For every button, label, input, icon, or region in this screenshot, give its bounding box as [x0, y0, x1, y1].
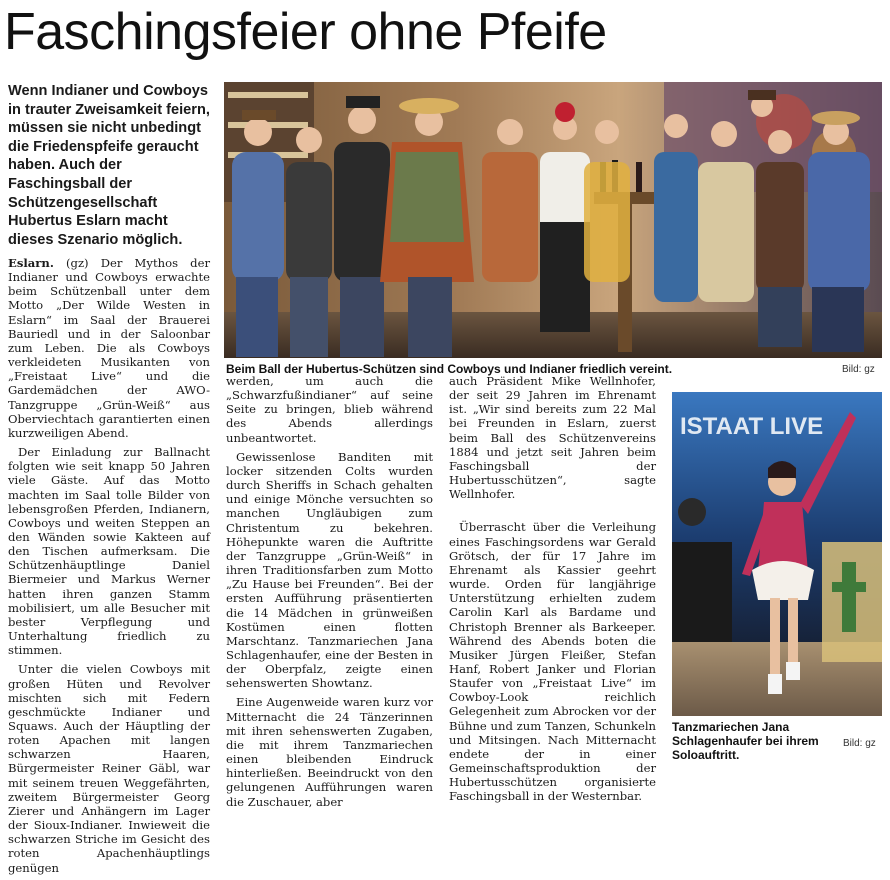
paragraph: Gewissenlose Banditen mit locker sitzenden Colts wurden durch Sheriffs in Schach gehalten und einige Mönche versuchten so manchen Ungläubigen zum Christentum zu bekehren. Höhepunkte waren die Auftritte der Tanzgruppe „Grün-Weiß“ in ihren Traditionsfarben zum Motto „Zu Hause bei Freunden“. Bei der ersten Aufführung präsentierten die 14 Mädchen in grünweißen Kostümen einen flotten Marschtanz. Tanzmariechen Jana Schlagenhaufer, eine der Besten in der Oberpfalz, zeigte einen sehenswerten Showtanz. — [226, 449, 433, 691]
paragraph: Überrascht über die Verleihung eines Faschingsordens war Gerald Grötsch, der für 17 Jahre im Ehrenamt als Kassier geehrt wurde. Orden für langjährige Unterstützung erhielten zudem Carolin Karl als Bardame und Christoph Brenner als Barkeeper. Während des Abends boten die Musiker Jürgen Fleißer, Stefan Hanf, Robert Janker und Florian Staufer von „Freistaat Live“ im Cowboy-Look reichlich Gelegenheit zum Abrocken vor der Bühne und zum Tanzen, Schunkeln und Mitsingen. Nach Mitternacht endete der in einer Gemeinschaftsproduktion der Hubertusschützen organisierte Faschingsball in der Westernbar. — [449, 520, 656, 804]
paragraph: Eslarn. (gz) Der Mythos der Indianer und Cowboys erwachte beim Schützenball unter dem Motto „Der Wilde Westen in Eslarn“ im Saal der Brauerei Bauriedl und in der Saloonbar zum Leben. Die als Cowboys verkleideten Musikanten von „Freistaat Live“ und die Gardemädchen der AWO-Tanzgruppe „Grün-Weiß“ aus Oberviechtach garantierten einen kurzweiligen Abend. — [8, 256, 210, 440]
paragraph: Unter die vielen Cowboys mit großen Hüten und Revolver mischten sich mit Federn geschmückte Indianer und Squaws. Auch der Häuptling der roten Apachen mit langen schwarzen Haaren, Bürgermeister Reiner Gäbl, war mit seinem treuen Weggefährten, zweitem Bürgermeister Georg Zierer und Anhängern im Lager der Sioux-Indianer. Inwieweit die schwarzen Striche im Gesicht des roten Apachenhäuptlings genügen — [8, 662, 210, 875]
paragraph: auch Präsident Mike Wellnhofer, der seit 29 Jahren im Ehrenamt ist. „Wir sind bereits zum 22 Mal bei Freunden in Eslarn, zuerst beim Ball des Schützenvereins 1884 und jetzt seit Jahren beim Faschingsball der Hubertusschützen“, sagte Wellnhofer. — [449, 374, 656, 502]
article-column-3 — [449, 374, 656, 809]
article-column-2 — [226, 374, 433, 814]
photo-main-caption: Beim Ball der Hubertus-Schützen sind Cowboys und Indianer friedlich vereint. — [226, 362, 673, 376]
paragraph: Der Einladung zur Ballnacht folgten wie seit knapp 50 Jahren viele Gäste. Auf das Motto machten im Saal tolle Bilder von lebensgroßen Pferden, Indianern, Cowboys und weiten Steppen an den Wänden sowie Kakteen auf den Tischen aufmerksam. Die Schützenhäuptlinge Daniel Biermeier und Markus Werner hatten ihren ganzen Stamm mobilisiert, um alle Besucher mit bester Verpflegung und Unterhaltung friedlich zu stimmen. — [8, 445, 210, 658]
paragraph: Eine Augenweide waren kurz vor Mitternacht die 24 Tänzerinnen mit ihren sehenswerten Zugaben, die mit ihrem Tanzmariechen einen bleibenden Eindruck hinterließen. Beeindruckt von den gelungenen Aufführungen waren die Zuschauer, aber — [226, 695, 433, 809]
photo-side-caption: Tanzmariechen Jana Schlagenhaufer bei ihrem Soloauftritt. — [672, 720, 819, 762]
paragraph: werden, um auch die „Schwarzfußindianer“ auf seine Seite zu bringen, blieb während des Abends allerdings unbeantwortet. — [226, 374, 433, 445]
photo-main-credit: Bild: gz — [842, 364, 875, 375]
dancer-photo — [672, 392, 882, 716]
headline: Faschingsfeier ohne Pfeife — [4, 3, 607, 61]
stage-banner-text: ISTAAT LIVE — [680, 413, 824, 440]
article-column-1 — [8, 256, 210, 880]
lead-paragraph: Wenn Indianer und Cowboys in trauter Zweisamkeit feiern, müssen sie nicht unbedingt die Friedenspfeife geraucht haben. Auch der Faschingsball der Schützengesellschaft Hubertus Eslarn macht dieses Szenario möglich. — [8, 83, 210, 248]
photo-side-credit: Bild: gz — [843, 738, 876, 749]
group-photo — [224, 82, 882, 358]
dateline: Eslarn. — [8, 256, 54, 270]
